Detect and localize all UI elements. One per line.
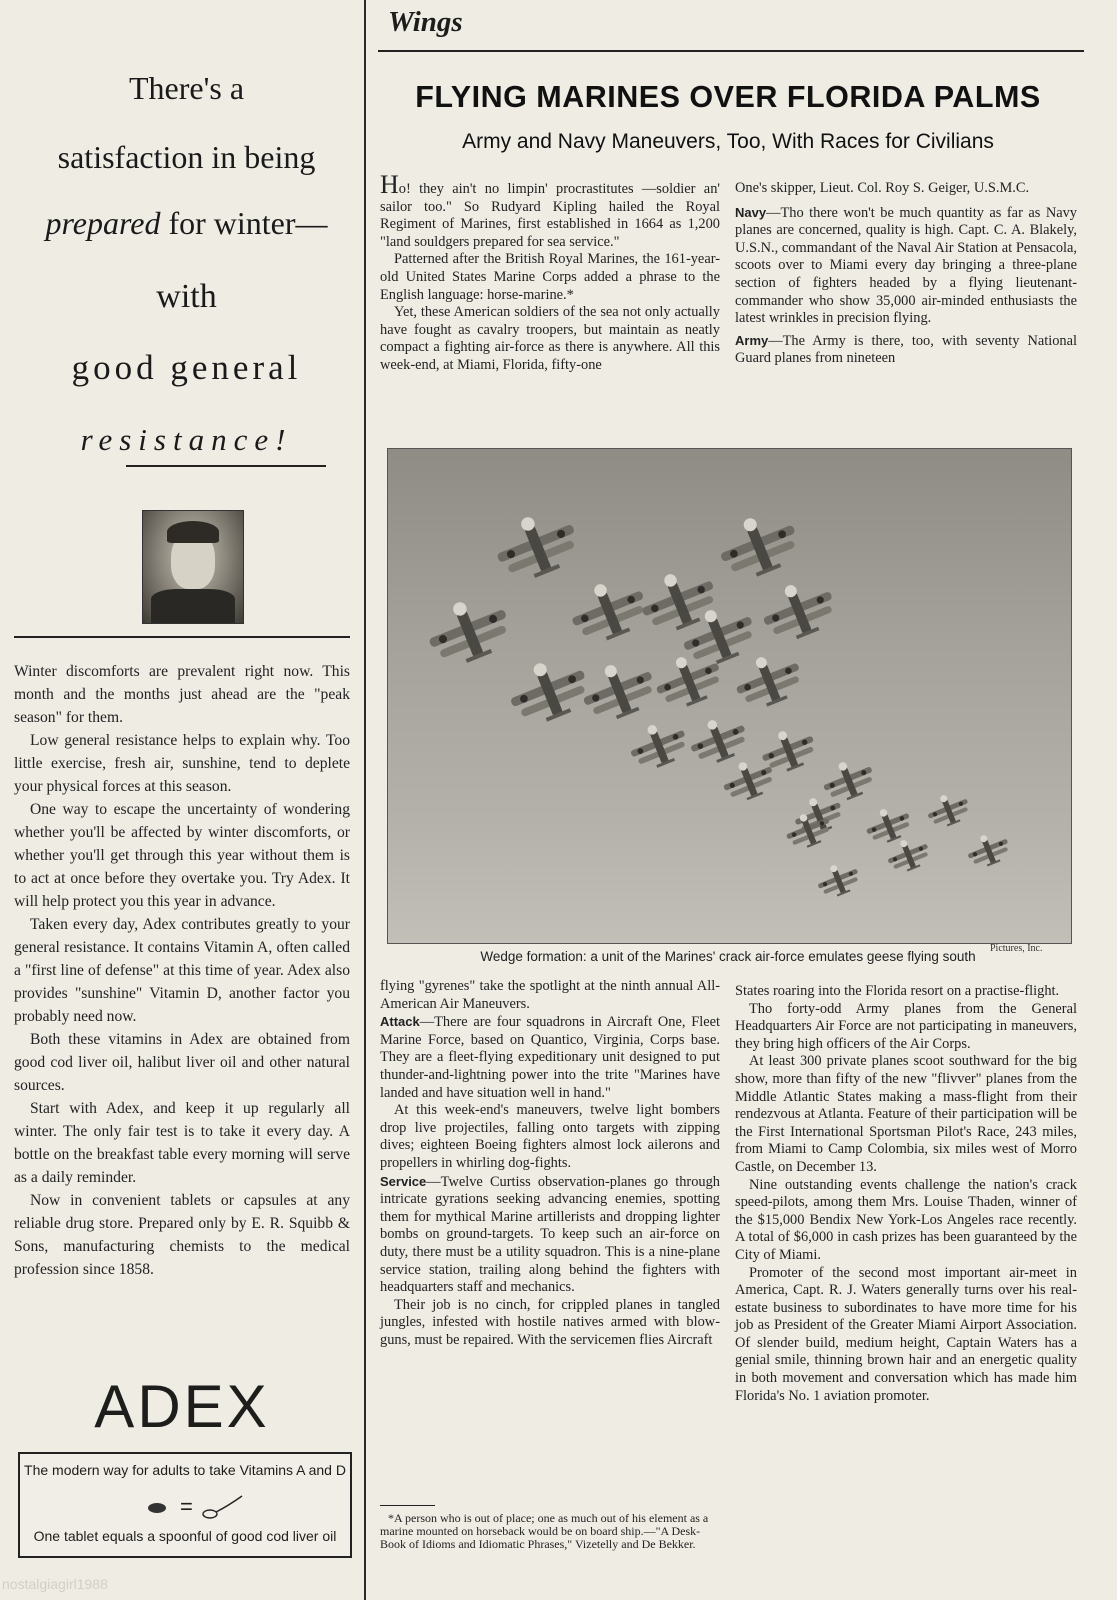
ad-paragraph: Now in convenient tablets or capsules at any reliable drug store. Prepared only by E. R. Squibb & Sons, manufacturing chemists to the medical profession since 1858.	[14, 1192, 350, 1278]
ad-headline-prepared: prepared	[45, 205, 161, 241]
ad-headline-line5: good general	[71, 348, 302, 387]
col4-paragraph: Nine outstanding events challenge the nation's crack speed-pilots, among them Mrs. Louise Thaden, winner of the $15,000 Bendix New York-Los Angeles race recently. A total of $6,000 in cash prizes has been guaranteed by the City of Miami.	[735, 1176, 1077, 1263]
box-bottom-text: One tablet equals a spoonful of good cod liver oil	[33, 1528, 337, 1544]
box-top-text: The modern way for adults to take Vitamins A and D	[24, 1462, 346, 1478]
service-subhead: Service	[380, 1173, 427, 1189]
plane-cluster-middle	[624, 710, 879, 840]
col1-paragraph: o! they ain't no limpin' procrastitutes —soldier an' sailor too." So Rudyard Kipling hailed the Royal Regiment of Marines, first established in 1664 as 1,200 "land souldgers prepared for sea service."	[380, 181, 720, 250]
attack-subhead: Attack	[380, 1014, 420, 1030]
col4-paragraph: At least 300 private planes scoot southward for the big show, more than fifty of the new "flivver" planes from the Middle Atlantic States making a mass-flight from their rendezvous at Atlanta. Feature of their participation will be the First International Sportsman Pilot's Race, 243 miles, from Miami to Camp Colombia, six miles west of Morro Castle, on December 13.	[735, 1053, 1077, 1175]
portrait-hair	[167, 521, 219, 543]
section-rule	[378, 50, 1084, 52]
biplanes-illustration	[388, 449, 1071, 943]
ad-headline-line3	[14, 205, 359, 242]
ad-headline-line3-rest: for winter—	[160, 205, 328, 241]
photo-credit: Pictures, Inc.	[990, 943, 1043, 954]
article-column-3	[380, 978, 720, 1349]
adex-brand-logo: ADEX	[94, 1373, 270, 1440]
ad-headline-line2: satisfaction in being	[57, 139, 316, 175]
col3-paragraph: At this week-end's maneuvers, twelve light bombers drop live projectiles, falling onto targets with zipping dives; eighteen Boeing fighters almost lock ailerons and propellers in whirling dog-fights.	[380, 1102, 720, 1171]
article-column-4	[735, 983, 1077, 1405]
headline-underline	[126, 465, 326, 467]
ad-divider	[14, 636, 350, 638]
drop-cap: H	[380, 170, 399, 199]
tablet-icon	[148, 1503, 166, 1513]
col1-paragraph: Patterned after the British Royal Marines, the 161-year-old United States Marine Corps added a phrase to the English language: horse-marine.*	[380, 251, 720, 303]
col4-paragraph: Tho forty-odd Army planes from the General Headquarters Air Force are not participating in maneuvers, they bring high officers of the Air Corps.	[735, 1000, 1077, 1052]
footnote	[380, 1512, 720, 1551]
equals-sign: =	[180, 1494, 193, 1519]
article-subheadline: Army and Navy Maneuvers, Too, With Races for Civilians	[462, 130, 994, 153]
col1-paragraph: Yet, these American soldiers of the sea not only actually have fought as cavalry troopers, but maintain as neatly compact a fighting air-force as there is anywhere. All this week-end, at Miami, Florida, fifty-one	[380, 304, 720, 373]
ad-paragraph: Winter discomforts are prevalent right now. This month and the months just ahead are the "peak season" for them.	[14, 663, 350, 726]
footnote-rule	[380, 1505, 435, 1506]
ad-paragraph: Both these vitamins in Adex are obtained from good cod liver oil, halibut liver oil and other natural sources.	[14, 1031, 350, 1094]
man-portrait-photo	[142, 510, 244, 624]
col4-paragraph: States roaring into the Florida resort on a practise-flight.	[735, 983, 1060, 999]
ad-paragraph: Low general resistance helps to explain why. Too little exercise, fresh air, sunshine, tend to deplete your physical forces at this season.	[14, 732, 350, 795]
ad-headline-line6: resistance!	[80, 422, 293, 457]
plane-cluster-upper-right	[633, 504, 841, 715]
navy-paragraph: —Tho there won't be much quantity as far as Navy planes are concerned, quality is high. Capt. C. A. Blakely, U.S.N., commandant of the Naval Air Station at Pensacola, scoots over to Miami every day bringing a three-plane section of fighters headed by a flying lieutenant-commander who show 35,000 air-minded enthusiasts the latest wrinkles in precision flying.	[735, 204, 1077, 327]
col2-paragraph: One's skipper, Lieut. Col. Roy S. Geiger, U.S.M.C.	[735, 180, 1030, 196]
article-column-2	[735, 180, 1077, 368]
footnote-text: *A person who is out of place; one as much out of his element as a marine mounted on horseback would be on board ship.—"A Desk-Book of Idioms and Idiomatic Phrases," Vizetelly and De Bekker.	[380, 1511, 709, 1551]
ad-paragraph: Start with Adex, and keep it up regularly all winter. The only fair test is to take it every day. A bottle on the breakfast table every morning will serve as a daily reminder.	[14, 1100, 350, 1186]
ad-headline-line1: There's a	[128, 70, 245, 106]
vitamin-info-box	[18, 1452, 352, 1558]
watermark-text: nostalgiagirl1988	[2, 1576, 108, 1592]
col3-paragraph: flying "gyrenes" take the spotlight at the ninth annual All-American Air Maneuvers.	[380, 978, 720, 1012]
portrait-coat	[151, 589, 235, 623]
column-divider	[364, 0, 366, 1600]
ad-paragraph: One way to escape the uncertainty of wondering whether you'll be affected by winter discomforts, or whether you'll get through this year without them is to act at once before they overtake you. Try Adex. It will help protect you this year in advance.	[14, 801, 350, 910]
section-title: Wings	[388, 6, 463, 38]
ad-headline-line4: with	[156, 278, 217, 315]
tablet-equals-spoon	[140, 1492, 240, 1522]
spoon-icon	[202, 1494, 244, 1520]
col4-paragraph: Promoter of the second most important air-meet in America, Capt. R. J. Waters generally turns over his real-estate business to subordinates to have more time for his job as President of the Greater Miami Airport Association. Of slender build, medium height, Captain Waters has a genial smile, thinning brown hair and an energetic quality in both movement and conversation which has made him Florida's No. 1 aviation promoter.	[735, 1264, 1077, 1404]
army-subhead: Army	[735, 332, 769, 348]
service-paragraph: —Twelve Curtiss observation-planes go through intricate gyrations seeking advancing enemies, spotting them for mythical Marine artillerists and dropping lighter bombs on ground-targets. To keep such an air-force on duty, there must be a utility squadron. This is a nine-plane service station, trailing along behind the fighters with headquarters staff and mechanics.	[380, 1173, 720, 1296]
biplane-formation-photo	[387, 448, 1072, 944]
photo-caption: Wedge formation: a unit of the Marines' crack air-force emulates geese flying south	[480, 949, 976, 964]
article-column-1	[380, 170, 720, 375]
attack-paragraph: —There are four squadrons in Aircraft One, Fleet Marine Force, based on Quantico, Virginia, Corps base. They are a fleet-flying expeditionary unit designed to put thunder-and-lightning power into the trite "Marines have landed and have situation well in hand."	[380, 1014, 720, 1101]
article-headline: FLYING MARINES OVER FLORIDA PALMS	[415, 80, 1041, 114]
ad-body-copy	[14, 660, 350, 1281]
plane-cluster-upper-left	[420, 503, 662, 732]
col3-paragraph: Their job is no cinch, for crippled planes in tangled jungles, infested with hostile natives armed with blow-guns, must be repaired. With the servicemen flies Aircraft	[380, 1296, 720, 1348]
ad-paragraph: Taken every day, Adex contributes greatly to your general resistance. It contains Vitamin A, often called a "first line of defense" at this time of year. Adex also provides "sunshine" Vitamin D, another factor you probably need now.	[14, 916, 350, 1025]
army-paragraph: —The Army is there, too, with seventy National Guard planes from nineteen	[735, 332, 1077, 367]
navy-subhead: Navy	[735, 204, 767, 220]
